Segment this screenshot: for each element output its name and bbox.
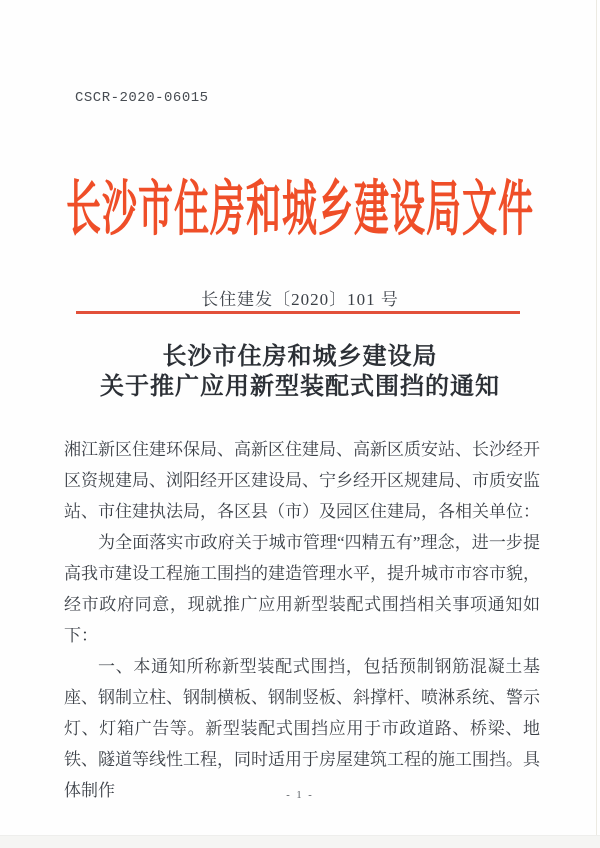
document-issue-number: 长住建发〔2020〕101 号 <box>201 290 399 309</box>
page-number: - 1 - <box>286 790 314 801</box>
body-paragraph: 一、本通知所称新型装配式围挡，包括预制钢筋混凝土基座、钢制立柱、钢制横板、钢制竖板、斜撑杆、喷淋系统、警示灯、灯箱广告等。新型装配式围挡应用于市政道路、桥梁、地铁、隧道等线性工程，同时适用于房屋建筑工程的施工围挡。具体制作 <box>64 657 540 800</box>
document-reference-code: CSCR-2020-06015 <box>75 90 209 106</box>
scan-bottom-shadow <box>0 835 600 848</box>
document-title-line2: 关于推广应用新型装配式围挡的通知 <box>100 374 500 400</box>
scan-edge-line <box>596 0 597 848</box>
document-title-line1: 长沙市住房和城乡建设局 <box>162 344 438 370</box>
red-divider-rule <box>76 311 520 314</box>
document-title <box>0 342 600 402</box>
red-header-banner: 长沙市住房和城乡建设局文件 <box>65 175 534 244</box>
recipients-paragraph: 湘江新区住建环保局、高新区住建局、高新区质安站、长沙经开区资规建局、浏阳经开区建设局、宁乡经开区规建局、市质安监站、市住建执法局，各区县（市）及园区住建局，各相关单位： <box>64 440 540 521</box>
body-paragraph: 为全面落实市政府关于城市管理“四精五有”理念，进一步提高我市建设工程施工围挡的建造管理水平，提升城市市容市貌，经市政府同意，现就推广应用新型装配式围挡相关事项通知如下： <box>64 533 540 645</box>
document-body <box>64 434 540 806</box>
